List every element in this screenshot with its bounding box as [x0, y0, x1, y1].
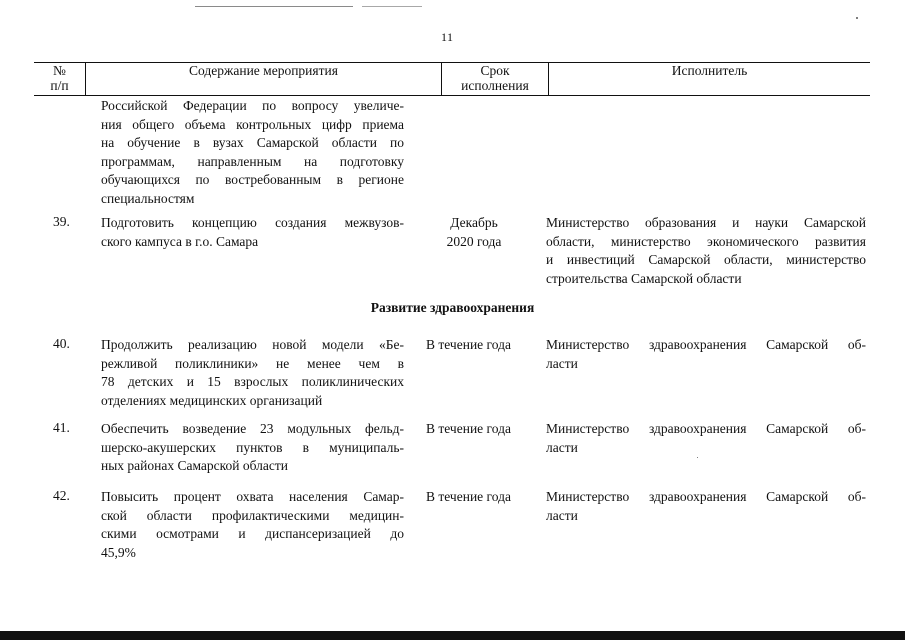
- header-number-line1: №: [53, 63, 66, 78]
- text-line: Российской Федерации по вопросу увеличе-: [101, 98, 404, 113]
- text-line: скими осмотрами и диспансеризацией до: [101, 526, 404, 542]
- row-term: [424, 214, 524, 251]
- text-line: обучающихся по востребованным в регионе: [101, 172, 404, 188]
- text-line: ского кампуса в г.о. Самара: [101, 233, 259, 249]
- row-executor: [546, 336, 866, 373]
- row-term: В течение года: [426, 421, 511, 436]
- header-executor: Исполнитель: [671, 63, 748, 78]
- page-number: 11: [441, 30, 454, 44]
- text-line: Декабрь: [450, 215, 498, 230]
- scan-top-rule: [362, 6, 422, 7]
- text-line: Повысить процент охвата населения Самар-: [101, 489, 404, 504]
- text-line: Подготовить концепцию создания межвузов-: [101, 215, 404, 230]
- text-line: 45,9%: [101, 544, 136, 560]
- row-content: [101, 214, 404, 251]
- row-term: В течение года: [426, 337, 511, 352]
- scan-speck: [856, 17, 858, 19]
- header-term-line1: Срок: [480, 63, 510, 78]
- header-term-line2: исполнения: [461, 78, 529, 93]
- text-line: строительства Самарской области: [546, 270, 742, 286]
- text-line: программам, направленным на подготовку: [101, 153, 404, 169]
- text-line: Министерство здравоохранения Самарской об-: [546, 421, 866, 436]
- text-line: и инвестиций Самарской области, министерство: [546, 252, 866, 268]
- text-line: ской области профилактическими медицин-: [101, 507, 404, 523]
- header-number-line2: п/п: [50, 78, 69, 93]
- row-executor: [546, 488, 866, 525]
- section-title: Развитие здравоохранения: [370, 300, 535, 315]
- text-line: Министерство здравоохранения Самарской об-: [546, 337, 866, 352]
- text-line: Продолжить реализацию новой модели «Бе-: [101, 337, 404, 352]
- text-line: ласти: [546, 355, 578, 371]
- text-line: ласти: [546, 439, 578, 455]
- row-content: [101, 488, 404, 562]
- row-content: [101, 420, 404, 476]
- row-number: 39.: [53, 214, 70, 229]
- text-line: Министерство образования и науки Самарской: [546, 215, 866, 230]
- text-line: отделениях медицинских организаций: [101, 392, 323, 408]
- scan-bottom-edge: [0, 631, 905, 640]
- text-line: на обучение в вузах Самарской области по: [101, 135, 404, 151]
- continuation-content: [101, 97, 404, 209]
- text-line: ных районах Самарской области: [101, 458, 289, 474]
- row-executor: [546, 214, 866, 288]
- header-term: [442, 63, 548, 95]
- scan-top-rule: [195, 6, 353, 7]
- text-line: шерско-акушерских пунктов в муниципаль-: [101, 439, 404, 455]
- text-line: Министерство здравоохранения Самарской об-: [546, 489, 866, 504]
- row-number: 40.: [53, 336, 70, 351]
- text-line: ния общего объема контрольных цифр приема: [101, 116, 404, 132]
- text-line: Обеспечить возведение 23 модульных фельд-: [101, 421, 404, 436]
- row-term: В течение года: [426, 489, 511, 504]
- row-number: 41.: [53, 420, 70, 435]
- text-line: 78 детских и 15 взрослых поликлинических: [101, 374, 404, 390]
- text-line: специальностям: [101, 190, 195, 206]
- table-header: [34, 62, 870, 96]
- header-number: [34, 63, 85, 95]
- row-number: 42.: [53, 488, 70, 503]
- text-line: 2020 года: [446, 233, 502, 249]
- header-content: Содержание мероприятия: [189, 63, 338, 78]
- text-line: области, министерство экономического развития: [546, 233, 866, 249]
- text-line: режливой поликлиники» не менее чем в: [101, 355, 404, 371]
- row-content: [101, 336, 404, 410]
- row-executor: [546, 420, 866, 457]
- text-line: ласти: [546, 507, 578, 523]
